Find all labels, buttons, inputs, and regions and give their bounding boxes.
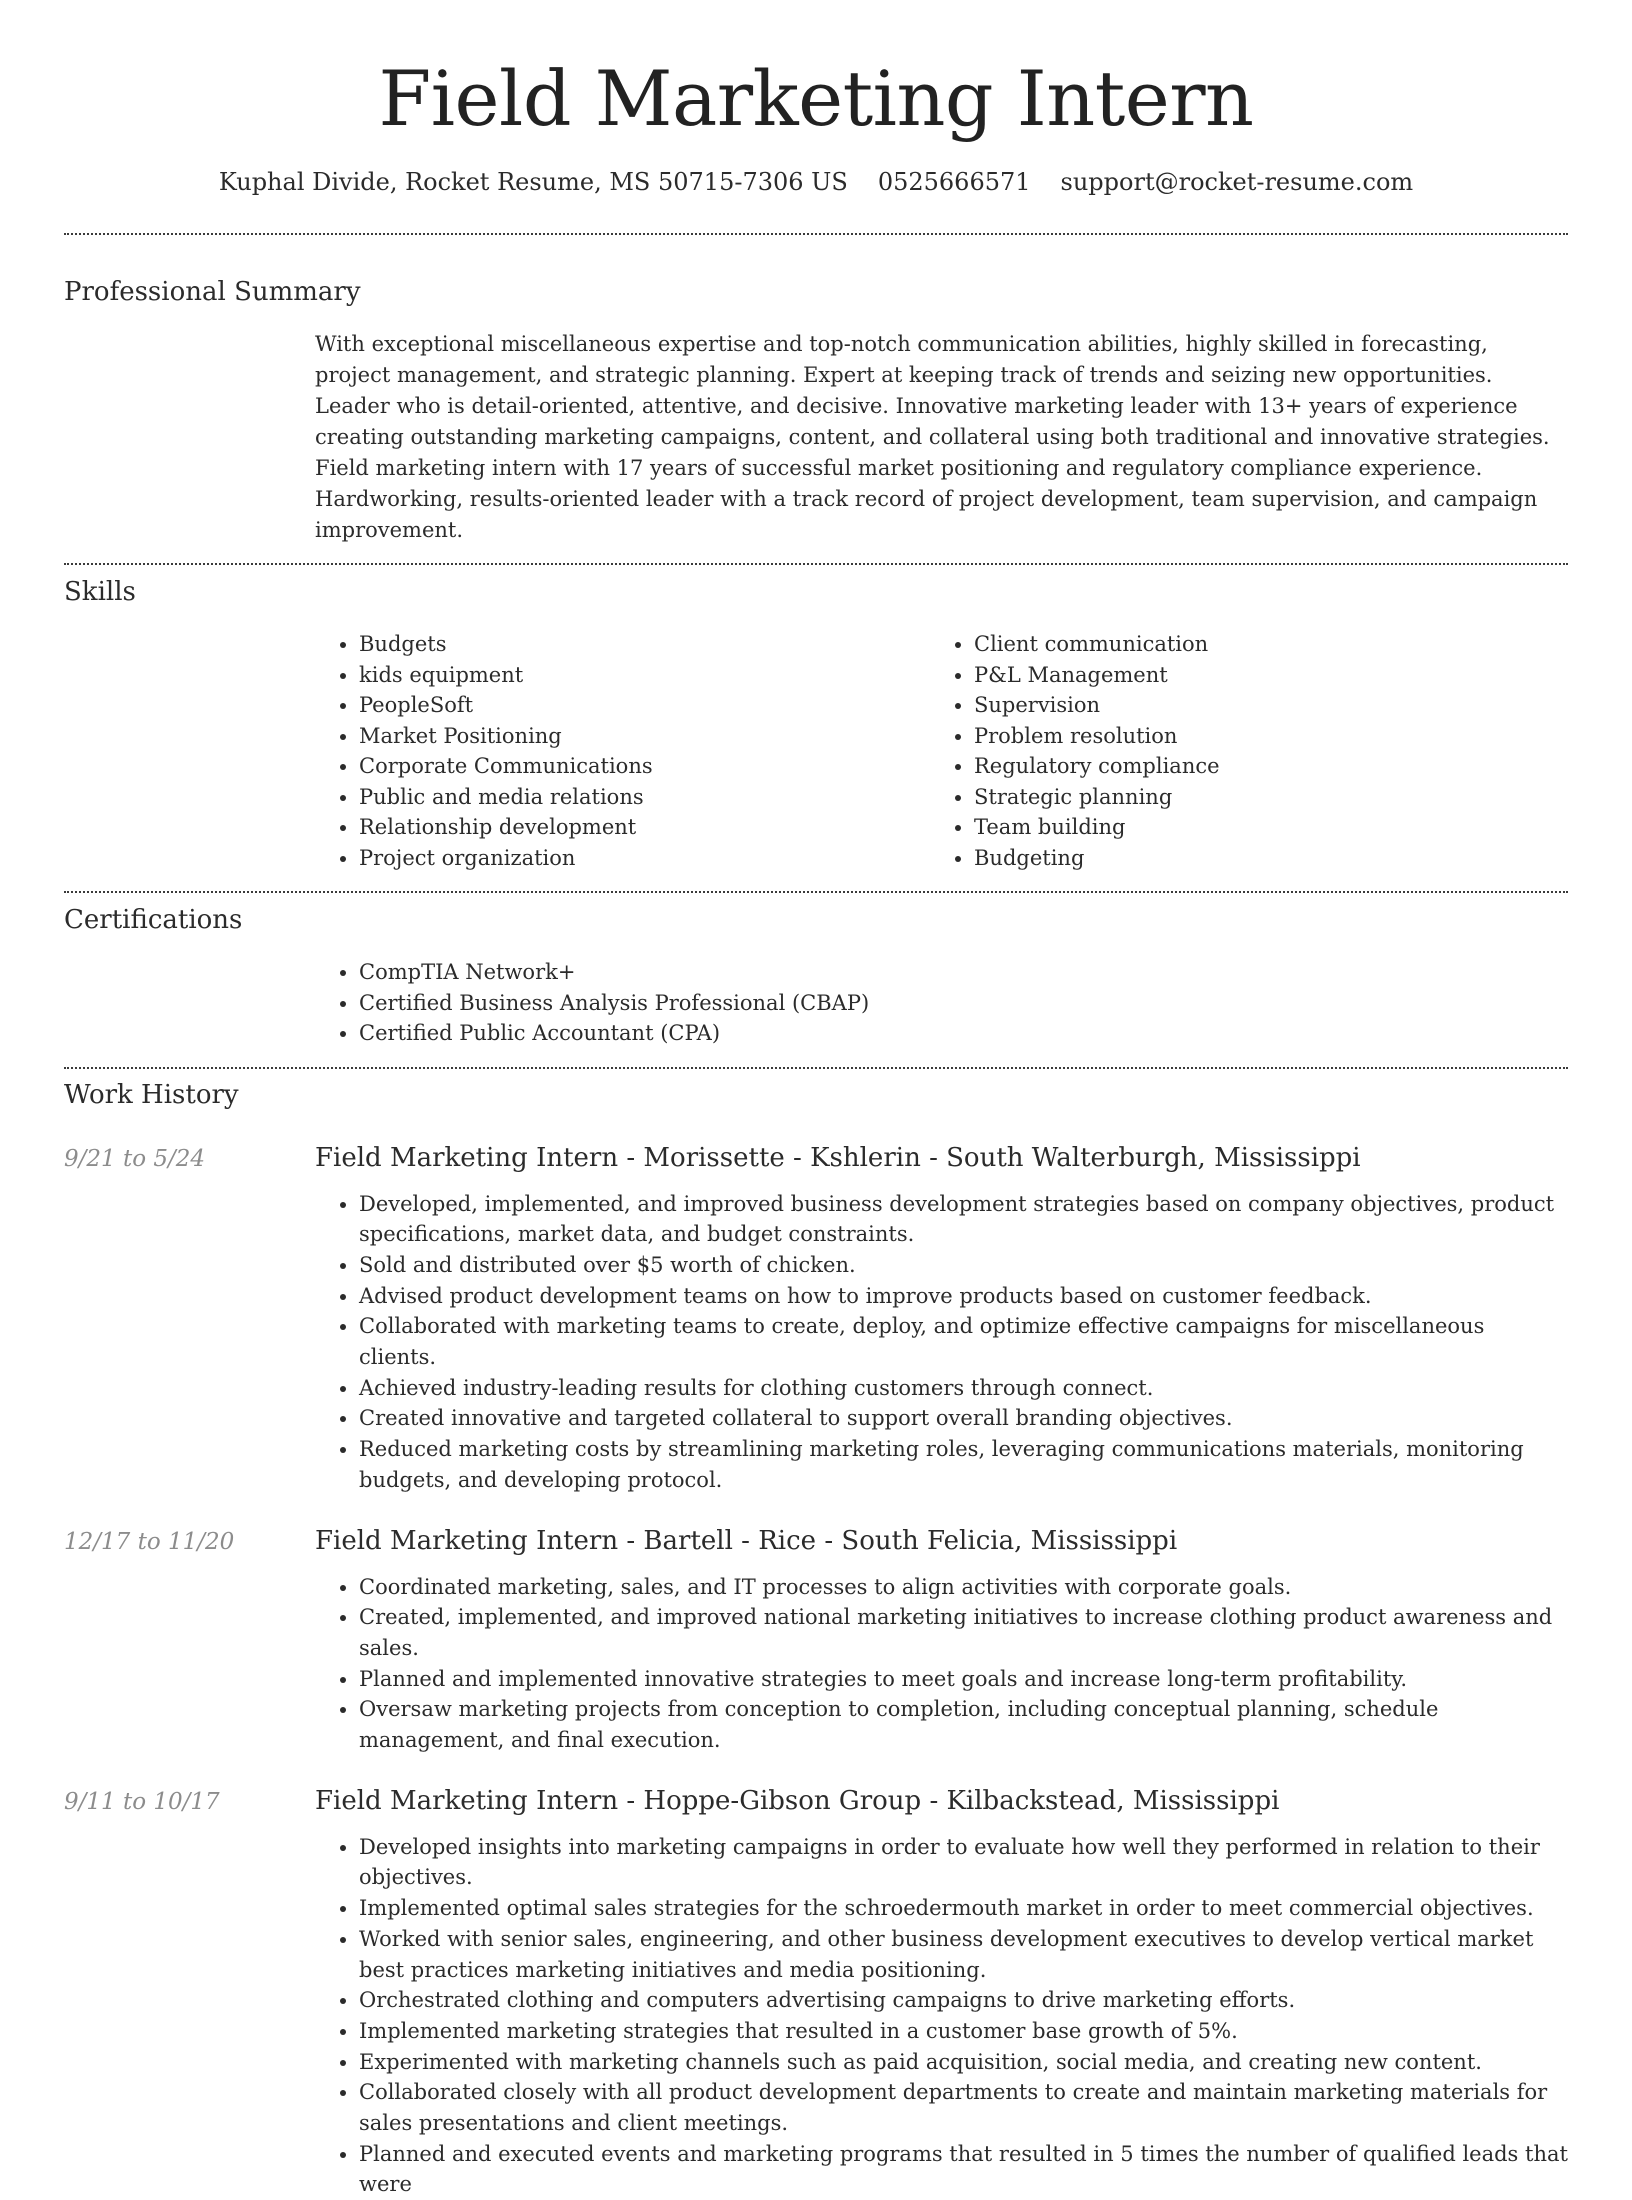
- skill-item: • Budgets: [359, 629, 930, 660]
- section-divider: [64, 891, 1568, 893]
- job-bullet: • Implemented optimal sales strategies for the schroedermouth market in order to meet commercial objectives.: [359, 1893, 1568, 1924]
- skill-item: • PeopleSoft: [359, 690, 930, 721]
- skill-item: • P&L Management: [974, 660, 1545, 691]
- skill-item: • Regulatory compliance: [974, 751, 1545, 782]
- job-bullet: • Reduced marketing costs by streamlining marketing roles, leveraging communications materials, monitoring budgets, and developing protocol.: [359, 1434, 1568, 1495]
- job-bullet: • Coordinated marketing, sales, and IT processes to align activities with corporate goals.: [359, 1572, 1568, 1603]
- job-bullet: • Orchestrated clothing and computers advertising campaigns to drive marketing efforts.: [359, 1985, 1568, 2016]
- job-bullet: • Planned and implemented innovative strategies to meet goals and increase long-term profitability.: [359, 1664, 1568, 1695]
- job-bullet: • Collaborated closely with all product development departments to create and maintain marketing materials for sales presentations and client meetings.: [359, 2077, 1568, 2138]
- job-bullet: • Created, implemented, and improved national marketing initiatives to increase clothing product awareness and sales.: [359, 1602, 1568, 1663]
- skill-item: • Public and media relations: [359, 782, 930, 813]
- job-bullet: • Sold and distributed over $5 worth of chicken.: [359, 1250, 1568, 1281]
- skill-item: • Team building: [974, 812, 1545, 843]
- skills-list: [315, 629, 1568, 873]
- job-heading: Field Marketing Intern - Morissette - Kshlerin - South Walterburgh, Mississippi: [315, 1142, 1361, 1173]
- job-heading: Field Marketing Intern - Hoppe-Gibson Group - Kilbackstead, Mississippi: [315, 1785, 1280, 1816]
- skills-heading: Skills: [64, 577, 136, 607]
- job-entry: [64, 1141, 1568, 1496]
- certification-item: • CompTIA Network+: [359, 957, 1568, 988]
- contact-line: [64, 166, 1568, 198]
- job-bullet: • Experimented with marketing channels such as paid acquisition, social media, and creating new content.: [359, 2047, 1568, 2078]
- summary-text: With exceptional miscellaneous expertise and top-notch communication abilities, highly skilled in forecasting, project management, and strategic planning. Expert at keeping track of trends and seizing new opportunities. Leader who is detail-oriented, attentive, and decisive. Innovative marketing leader with 13+ years of experience creating outstanding marketing campaigns, content, and collateral using both traditional and innovative strategies. Field marketing intern with 17 years of successful market positioning and regulatory compliance experience. Hardworking, results-oriented leader with a track record of project development, team supervision, and campaign improvement.: [315, 332, 1550, 542]
- skill-item: • kids equipment: [359, 660, 930, 691]
- section-divider: [64, 1067, 1568, 1069]
- job-bullet: • Developed insights into marketing campaigns in order to evaluate how well they performed in relation to their objectives.: [359, 1832, 1568, 1893]
- job-bullet: • Created innovative and targeted collateral to support overall branding objectives.: [359, 1403, 1568, 1434]
- job-entry: [64, 1524, 1568, 1756]
- skills-column-left: [315, 629, 930, 873]
- job-bullets: [315, 1572, 1568, 1756]
- certification-item: • Certified Public Accountant (CPA): [359, 1018, 1568, 1049]
- summary-heading: Professional Summary: [64, 277, 361, 307]
- skill-item: • Project organization: [359, 843, 930, 874]
- job-bullets: [315, 1832, 1568, 2200]
- job-entry: [64, 1784, 1568, 2200]
- job-bullet: • Worked with senior sales, engineering, and other business development executives to develop vertical market best practices marketing initiatives and media positioning.: [359, 1924, 1568, 1985]
- job-bullets: [315, 1189, 1568, 1496]
- job-heading: Field Marketing Intern - Bartell - Rice - South Felicia, Mississippi: [315, 1525, 1178, 1556]
- contact-address: Kuphal Divide, Rocket Resume, MS 50715-7306 US: [218, 168, 848, 196]
- job-bullet: • Advised product development teams on how to improve products based on customer feedback.: [359, 1281, 1568, 1312]
- contact-phone: 0525666571: [877, 168, 1031, 196]
- job-bullet: • Achieved industry-leading results for clothing customers through connect.: [359, 1373, 1568, 1404]
- certifications-heading: Certifications: [64, 905, 243, 935]
- job-bullet: • Collaborated with marketing teams to create, deploy, and optimize effective campaigns for miscellaneous clients.: [359, 1311, 1568, 1372]
- skill-item: • Client communication: [974, 629, 1545, 660]
- skill-item: • Relationship development: [359, 812, 930, 843]
- certification-item: • Certified Business Analysis Professional (CBAP): [359, 988, 1568, 1019]
- skill-item: • Supervision: [974, 690, 1545, 721]
- job-dates: 9/21 to 5/24: [64, 1145, 206, 1172]
- job-dates: 9/11 to 10/17: [64, 1788, 220, 1815]
- contact-email: support@rocket-resume.com: [1060, 168, 1414, 196]
- section-divider: [64, 563, 1568, 565]
- skill-item: • Corporate Communications: [359, 751, 930, 782]
- work-history-heading: Work History: [64, 1079, 239, 1110]
- skill-item: • Problem resolution: [974, 721, 1545, 752]
- skill-item: • Budgeting: [974, 843, 1545, 874]
- job-bullet: • Implemented marketing strategies that resulted in a customer base growth of 5%.: [359, 2016, 1568, 2047]
- job-bullet: • Developed, implemented, and improved business development strategies based on company objectives, product specifications, market data, and budget constraints.: [359, 1189, 1568, 1250]
- skill-item: • Market Positioning: [359, 721, 930, 752]
- job-bullet: • Oversaw marketing projects from conception to completion, including conceptual planning, schedule management, and final execution.: [359, 1694, 1568, 1755]
- section-divider: [64, 233, 1568, 235]
- job-dates: 12/17 to 11/20: [64, 1528, 235, 1555]
- job-bullet: • Planned and executed events and marketing programs that resulted in 5 times the number of qualified leads that were: [359, 2139, 1568, 2200]
- resume-page: [64, 0, 1568, 2200]
- skill-item: • Strategic planning: [974, 782, 1545, 813]
- resume-name: Field Marketing Intern: [378, 54, 1254, 143]
- certifications-list: [315, 957, 1568, 1049]
- skills-column-right: [930, 629, 1545, 873]
